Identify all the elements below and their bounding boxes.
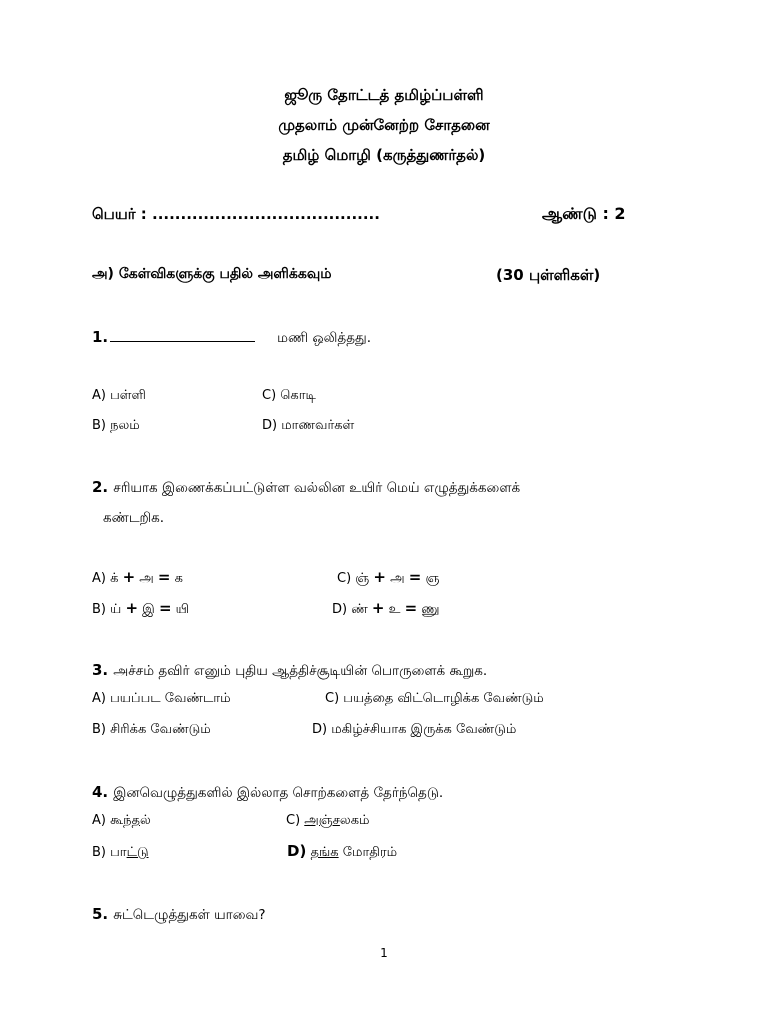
exam-title: முதலாம் முன்னேற்ற சோதனை (278, 116, 490, 134)
question-number: 4. (92, 783, 109, 801)
q4-option-b: B) பாட்டு (92, 845, 149, 860)
section-title: அ) கேள்விகளுக்கு பதில் அளிக்கவும் (92, 266, 332, 282)
q2-option-d: D) ண் + உ = ணு (332, 599, 440, 617)
school-name: ஜூரு தோட்டத் தமிழ்ப்பள்ளி (284, 86, 484, 104)
page-number: 1 (380, 946, 388, 960)
question-text: இனவெழுத்துகளில் இல்லாத சொற்களைத் தேர்ந்தெடு. (113, 785, 444, 801)
answer-blank (110, 331, 255, 342)
name-dots: ........................................ (152, 205, 380, 223)
question-4 (92, 782, 443, 803)
q2-option-c: C) ஞ் + அ = ஞ (337, 568, 440, 586)
q1-option-c: C) கொடி (262, 388, 316, 403)
q3-option-b: B) சிரிக்க வேண்டும் (92, 722, 211, 737)
section-marks: (30 புள்ளிகள்) (496, 266, 601, 284)
q2-option-b: B) ய் + இ = யி (92, 599, 190, 617)
subject-title: தமிழ் மொழி (கருத்துணர்தல்) (282, 146, 486, 164)
q3-option-d: D) மகிழ்ச்சியாக இருக்க வேண்டும் (312, 722, 517, 737)
question-3 (92, 660, 487, 681)
q2-option-a: A) க் + அ = க (92, 568, 183, 586)
question-text: சரியாக இணைக்கப்பட்டுள்ள வல்லின உயிர் மெய் எழுத்துக்களைக் (113, 480, 521, 496)
question-number: 1. (92, 328, 109, 346)
question-2 (92, 477, 520, 498)
q1-option-d: D) மாணவர்கள் (262, 418, 355, 433)
q1-option-b: B) நலம் (92, 418, 140, 433)
name-label: பெயர் : (92, 205, 147, 223)
question-text: மணி ஒலித்தது. (277, 330, 372, 346)
question-text: அச்சம் தவிர் எனும் புதிய ஆத்திச்சூடியின் பொருளைக் கூறுக. (113, 663, 488, 679)
q4-option-a: A) கூந்தல் (92, 813, 151, 828)
q4-option-d: D) தங்க மோதிரம் (287, 842, 398, 860)
question-number: 5. (92, 905, 109, 923)
q4-option-c: C) அஞ்சலகம் (286, 813, 370, 828)
q1-option-a: A) பள்ளி (92, 388, 146, 403)
name-line (92, 205, 380, 225)
question-text-continued: கண்டறிக. (103, 510, 165, 526)
year-label: ஆண்டு : 2 (542, 204, 626, 223)
question-number: 2. (92, 478, 109, 496)
question-number: 3. (92, 661, 109, 679)
question-5 (92, 904, 266, 925)
question-text: சுட்டெழுத்துகள் யாவை? (113, 907, 266, 923)
q3-option-c: C) பயத்தை விட்டொழிக்க வேண்டும் (325, 691, 544, 706)
q3-option-a: A) பயப்பட வேண்டாம் (92, 691, 231, 706)
question-1 (92, 327, 371, 348)
